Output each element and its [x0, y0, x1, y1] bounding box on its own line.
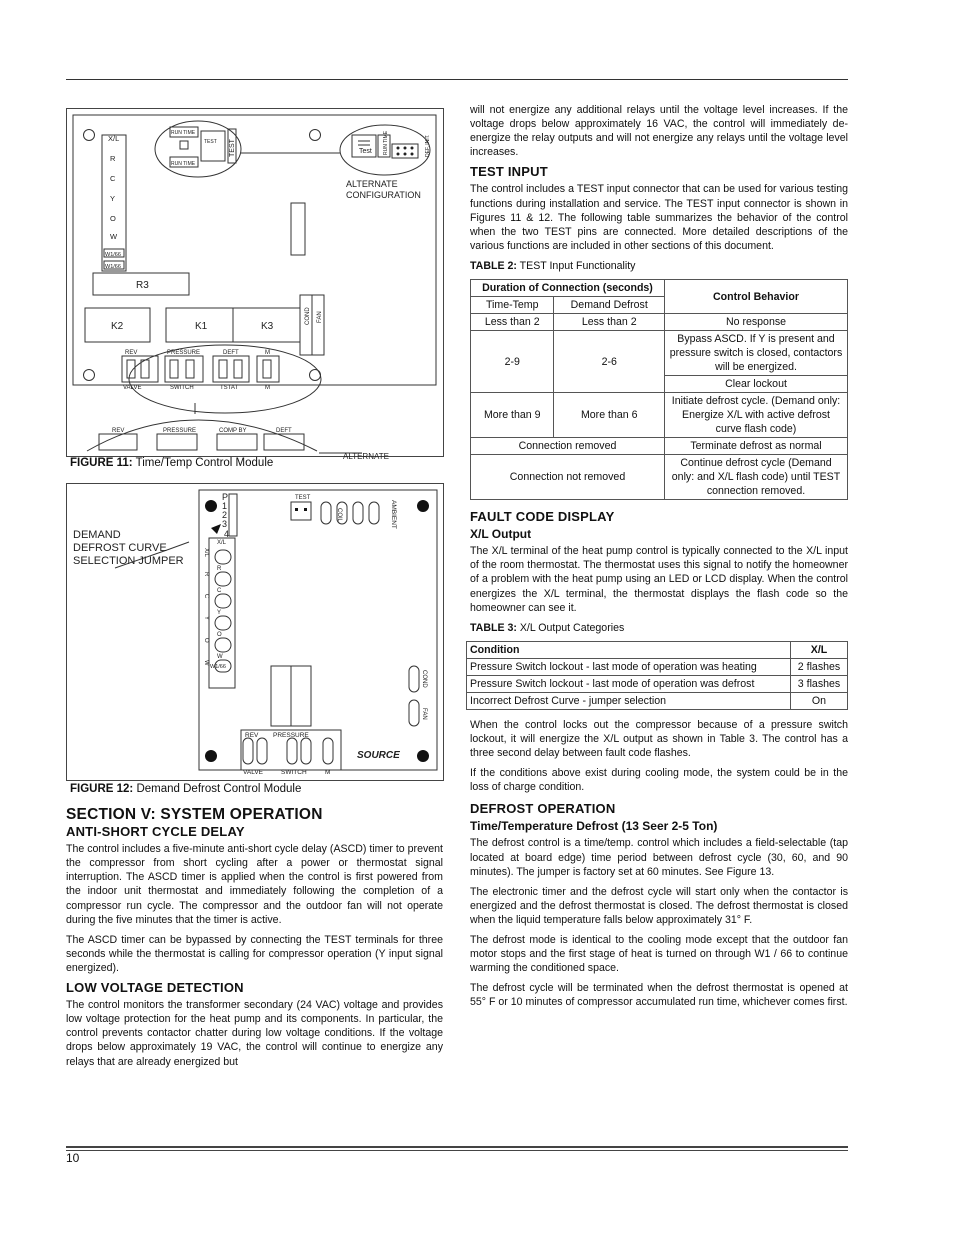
t2-r2-behavior-1: Bypass ASCD. If Y is present and pressure switch is closed, contactors will be energized. [665, 331, 848, 376]
fig11-terminal-xl: X/L [108, 134, 120, 143]
fig12-conn-switch: SWITCH [281, 769, 307, 776]
fig11-terminal-y: Y [110, 194, 116, 203]
footer-rule-thin [66, 1150, 848, 1151]
footer-rule [66, 1146, 848, 1148]
fig11-conn-valve: VALVE [123, 385, 142, 391]
t2-r4-behavior: Terminate defrost as normal [665, 438, 848, 455]
fig11-k3: K3 [261, 321, 274, 332]
fig11-conn-pressure: PRESSURE [167, 350, 201, 356]
fig12-side-y: Y [203, 616, 209, 621]
fig12-conn-rev: REV [245, 732, 259, 739]
t2-r2-demand: 2-6 [554, 331, 665, 393]
fig12-conn-pressure: PRESSURE [273, 732, 309, 739]
fig11-k1: K1 [195, 321, 208, 332]
fig11-lower-compby: COMP BY [219, 428, 247, 434]
fig11-conn-m: M [265, 350, 270, 356]
lvd-paragraph: The control monitors the transformer secondary (24 VAC) voltage and provides low voltage protection for the heat pump and its components. In particular, the control prevents contactor chatter during low voltage conditions. If the voltage drops below approximately 19 VAC, the control will continue to energize any relays that are already energized but [66, 999, 443, 1068]
header-rule [66, 79, 848, 80]
table-3-title-text: X/L Output Categories [519, 621, 625, 634]
fig12-coil: COIL [336, 508, 342, 523]
figure-11-caption [70, 457, 273, 469]
fig11-run-time-top: RUN TIME [171, 130, 196, 136]
fig11-cond: COND [305, 307, 311, 325]
figure-12 [66, 483, 444, 781]
fig12-conn-valve: VALVE [243, 769, 263, 776]
fig12-pin-4: 4 [224, 529, 230, 539]
t2-r4-connection: Connection removed [471, 438, 665, 455]
fig11-alt-label-2: CONFIGURATION [346, 190, 421, 200]
figure-12-caption [70, 783, 301, 795]
fig12-term-r: R [217, 566, 222, 572]
t2-sub-timetemp: Time-Temp [471, 297, 554, 314]
lockout-paragraph-2: If the conditions above exist during cooling mode, the system could be in the loss of charge condition. [470, 767, 848, 794]
section-title: SECTION V: SYSTEM OPERATION [66, 806, 323, 823]
fig11-lower-deft: DEFT [276, 428, 292, 434]
table-row [467, 675, 848, 692]
fig12-jumper-1: DEMAND [73, 529, 121, 541]
figure-11-caption-text: Time/Temp Control Module [135, 457, 274, 469]
table-row [467, 692, 848, 709]
fig11-alt-runtime: RUN TIME [383, 130, 389, 155]
t2-r1-behavior: No response [665, 314, 848, 331]
table-2-label: TABLE 2: [470, 259, 517, 272]
lockout-paragraph-1: When the control locks out the compressor because of a pressure switch lockout, it will energize the X/L output as shown in Table 3. The control has a three second delay between fault code flashes. [470, 718, 848, 759]
fig11-terminal-c: C [110, 174, 116, 183]
fig11-conn-tstat: TSTAT [220, 385, 239, 391]
fig12-term-w: W [217, 654, 223, 660]
fig11-lower-rev: REV [112, 428, 125, 434]
fig12-pin-3: 3 [222, 519, 228, 529]
t2-r3-timetemp: More than 9 [471, 393, 554, 438]
fig12-side-r: R [203, 572, 209, 577]
defrost-paragraph-3: The defrost mode is identical to the cooling mode except that the outdoor fan motor stops and the first stage of heat is turned on through W1 / 66 to continue warming the conditioned space. [470, 934, 848, 975]
fig12-term-w166: W1/66 [210, 664, 226, 670]
fig11-lower-alt: ALTERNATE [343, 452, 389, 461]
fig12-test: TEST [295, 495, 311, 501]
defrost-subheading: Time/Temperature Defrost (13 Seer 2-5 Ton) [470, 819, 718, 834]
fig11-fan: FAN [317, 311, 323, 323]
fig11-r3: R3 [136, 280, 149, 291]
t3-row-2-condition: Pressure Switch lockout - last mode of operation was defrost [467, 675, 791, 692]
page-number: 10 [66, 1151, 80, 1165]
figure-12-caption-label: FIGURE 12: [70, 783, 134, 795]
defrost-paragraph-1: The defrost control is a time/temp. control which includes a field-selectable (tap located at board edge) time period between defrost cycle (30, 60, and 90 minutes). The jumper is factory set at 60 minutes. See Figure 13. [470, 837, 848, 878]
lvd-heading: LOW VOLTAGE DETECTION [66, 980, 244, 996]
fig11-conn-m2: M [265, 385, 270, 391]
fig12-side-o: O [203, 638, 209, 643]
fig11-test-small: TEST [204, 139, 217, 145]
t3-row-1-xl: 2 flashes [791, 658, 848, 675]
fig12-jumper-3: SELECTION JUMPER [73, 555, 184, 567]
t2-r3-behavior: Initiate defrost cycle. (Demand only: Energize X/L with active defrost curve flash code) [665, 393, 848, 438]
fig12-side-c: C [203, 594, 209, 599]
table-row [467, 658, 848, 675]
right-column [470, 103, 848, 1015]
fig11-terminal-w166: W1/66 [105, 252, 121, 258]
table-3-label: TABLE 3: [470, 621, 517, 634]
fig12-ambient: AMBIENT [390, 500, 397, 529]
t2-sub-demand: Demand Defrost [554, 297, 665, 314]
fig12-term-xl: X/L [217, 540, 227, 546]
fig12-fan: FAN [421, 708, 427, 720]
t3-row-2-xl: 3 flashes [791, 675, 848, 692]
fig11-terminal-o: O [110, 214, 116, 223]
fig12-source-logo: SOURCE [357, 750, 400, 761]
t2-r5-behavior: Continue defrost cycle (Demand only: and X/L flash code) until TEST connection removed. [665, 455, 848, 500]
fig12-pin-p: P [222, 492, 229, 502]
fig11-conn-switch: SWITCH [170, 385, 194, 391]
xl-output-heading: X/L Output [470, 527, 532, 542]
ascd-paragraph-2: The ASCD timer can be bypassed by connecting the TEST terminals for three seconds while the thermostat is calling for compressor operation (Y input signal energized). [66, 933, 443, 974]
fig12-side-w: W [203, 660, 209, 666]
fig12-term-y: Y [217, 610, 222, 616]
fault-code-heading: FAULT CODE DISPLAY [470, 509, 615, 525]
table-2 [470, 279, 848, 500]
left-column [66, 808, 443, 1075]
t2-head-duration: Duration of Connection (seconds) [471, 280, 665, 297]
xl-output-paragraph: The X/L terminal of the heat pump control is typically connected to the X/L input of the room thermostat. The thermostat uses this signal to notify the homeowner of a problem with the heat pump using an LED or LCD display. When the control energizes the X/L terminal, the thermostat displays the flash code so the homeowner can see it. [470, 545, 848, 614]
ascd-heading: ANTI-SHORT CYCLE DELAY [66, 824, 245, 840]
fig11-run-time-bottom: RUN TIME [171, 161, 196, 167]
continued-paragraph: will not energize any additional relays until the voltage level increases. If the voltage drops below approximately 16 VAC, the control will immediately de-energize the relay outputs and will not energize any relays until the voltage level increases. [470, 104, 848, 159]
t3-head-xl: X/L [791, 641, 848, 658]
t2-r1-timetemp: Less than 2 [471, 314, 554, 331]
t3-row-3-xl: On [791, 692, 848, 709]
table-3 [466, 641, 848, 710]
defrost-paragraph-4: The defrost cycle will be terminated when the defrost thermostat is opened at 55° F or 10 minutes of compressor accumulated run time, whichever comes first. [470, 982, 848, 1009]
defrost-heading: DEFROST OPERATION [470, 801, 616, 817]
fig12-conn-m: M [325, 769, 331, 776]
t3-row-3-condition: Incorrect Defrost Curve - jumper selection [467, 692, 791, 709]
t2-head-behavior: Control Behavior [665, 280, 848, 314]
fig11-alt-defrost: DEF. INIT. [425, 134, 431, 157]
figure-11 [66, 108, 444, 461]
t2-r1-demand: Less than 2 [554, 314, 665, 331]
table-2-title-text: TEST Input Functionality [519, 259, 636, 272]
figure-12-caption-text: Demand Defrost Control Module [136, 783, 302, 795]
fig11-test-vertical: TEST [229, 139, 236, 157]
test-input-heading: TEST INPUT [470, 164, 548, 180]
fig11-alt-test: Test [359, 148, 372, 155]
fig11-alt-label-1: ALTERNATE [346, 179, 398, 189]
fig12-cond: COND [421, 670, 427, 688]
defrost-paragraph-2: The electronic timer and the defrost cycle will start only when the contactor is energized and the defrost thermostat is closed. The defrost thermostat is closed when the liquid temperature falls below approximately 31° F. [470, 885, 848, 926]
test-input-paragraph: The control includes a TEST input connector that can be used for various testing functions during installation and service. The TEST input connector is shown in Figures 11 & 12. The following table summarizes the behavior of the control when the two TEST pins are connected. More detailed descriptions of the various functions are included in other sections of this document. [470, 183, 848, 252]
table-3-title [470, 621, 848, 635]
fig11-terminal-r: R [110, 154, 116, 163]
fig12-side-xl: X/L [203, 548, 209, 558]
fig12-pin-2: 2 [222, 510, 228, 520]
ascd-paragraph-1: The control includes a five-minute anti-short cycle delay (ASCD) timer to prevent the compressor from short cycling after a power or thermostat signal interruption. The ASCD timer is applied when the control is first powered from the indoor unit thermostat and immediately following the completion of a compressor run cycle. The compressor and the outdoor fan will not operate during the five minutes that the timer is active. [66, 843, 443, 926]
figure-12-diagram [67, 484, 443, 780]
t3-head-condition: Condition [467, 641, 791, 658]
fig11-terminal-w: W [110, 232, 118, 241]
t2-r2-timetemp: 2-9 [471, 331, 554, 393]
t3-row-1-condition: Pressure Switch lockout - last mode of operation was heating [467, 658, 791, 675]
fig12-pin-1: 1 [222, 501, 228, 511]
fig12-term-o: O [217, 632, 222, 638]
table-2-title [470, 259, 848, 273]
figure-11-caption-label: FIGURE 11: [70, 457, 133, 469]
figure-11-diagram [67, 109, 443, 461]
fig11-terminal-w166-2: W1/66 [105, 264, 121, 270]
fig11-k2: K2 [111, 321, 124, 332]
t2-r2-behavior-2: Clear lockout [665, 376, 848, 393]
fig11-lower-pressure: PRESSURE [163, 428, 197, 434]
t2-r5-connection: Connection not removed [471, 455, 665, 500]
fig12-jumper-2: DEFROST CURVE [73, 542, 167, 554]
fig12-term-c: C [217, 588, 222, 594]
t2-r3-demand: More than 6 [554, 393, 665, 438]
fig11-conn-deft: DEFT [223, 350, 239, 356]
fig11-conn-rev: REV [125, 350, 138, 356]
